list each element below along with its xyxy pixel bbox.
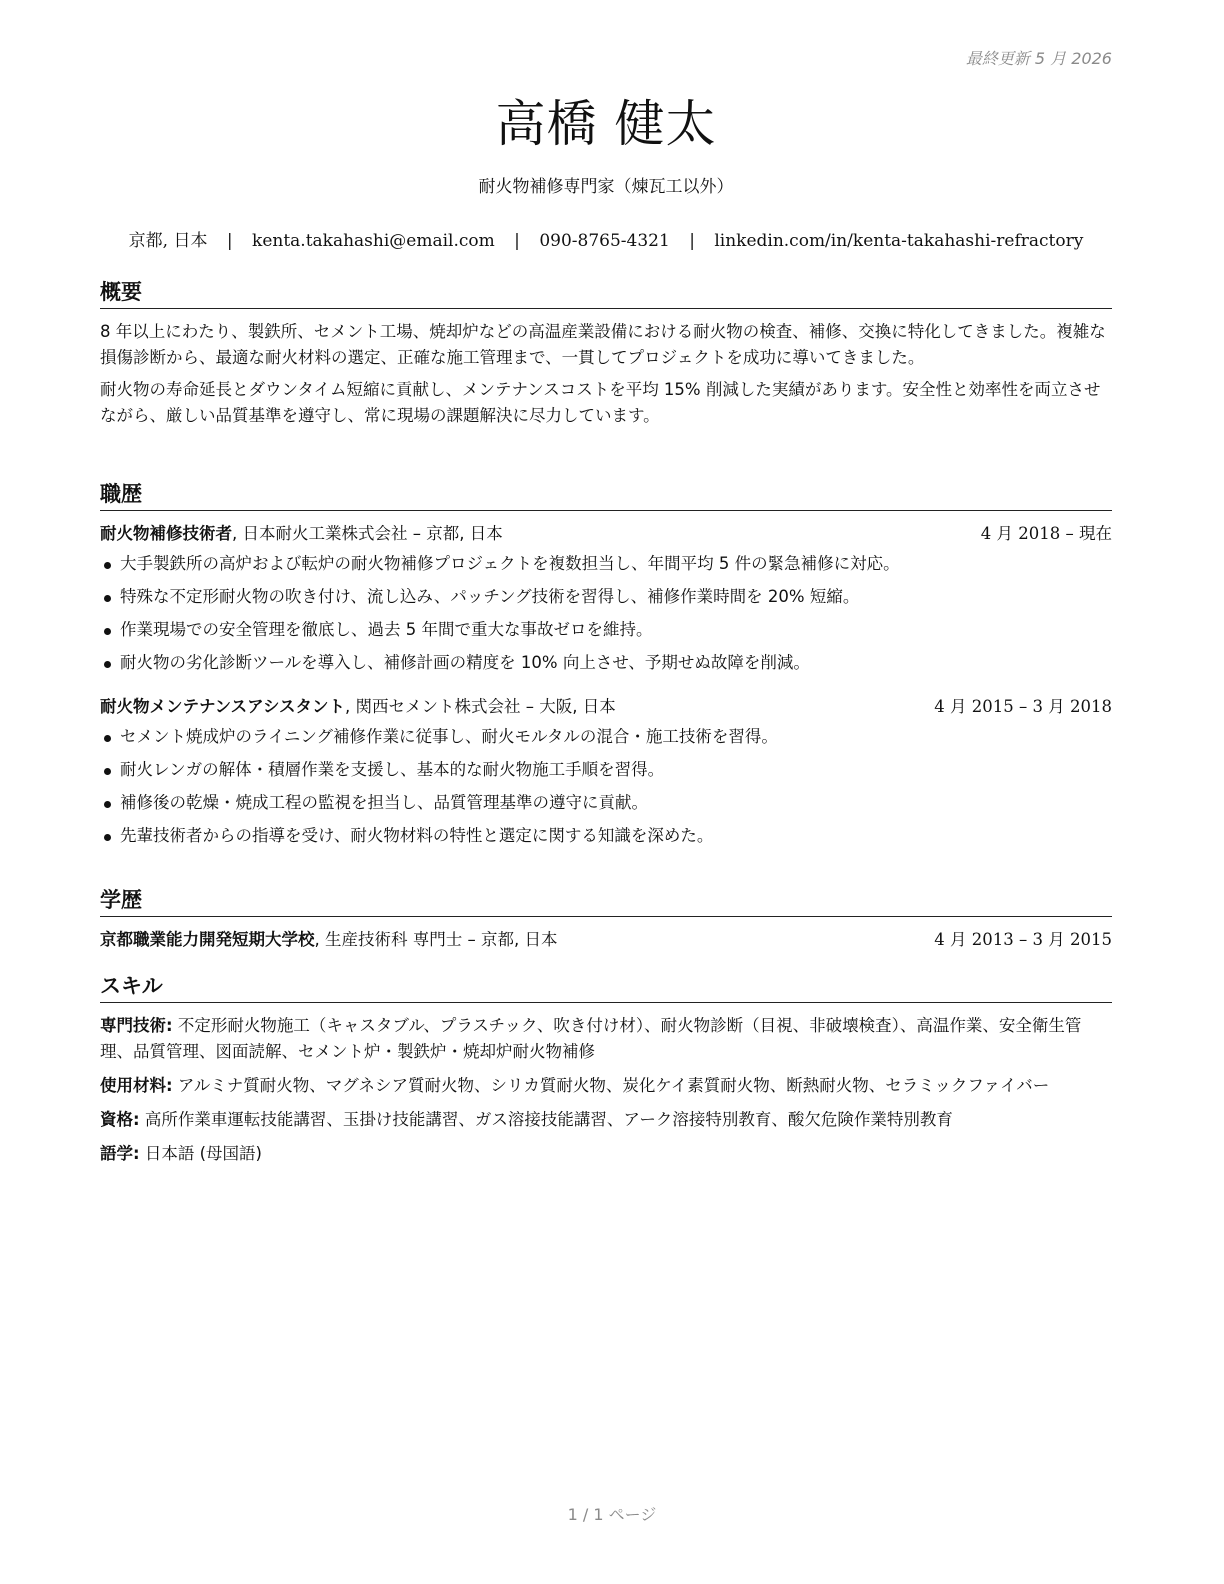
job-bullet: 特殊な不定形耐火物の吹き付け、流し込み、パッチング技術を習得し、補修作業時間を 20% 短縮。 bbox=[100, 584, 1112, 610]
skill-label: 使用材料: bbox=[100, 1076, 173, 1095]
skill-item bbox=[100, 1073, 1112, 1099]
contact-email-link[interactable]: kenta.takahashi@email.com bbox=[252, 231, 495, 251]
education-date: 4 月 2013 – 3 月 2015 bbox=[934, 930, 1112, 949]
job-header bbox=[100, 694, 1112, 720]
education-detail: , 生産技術科 専門士 – 京都, 日本 bbox=[314, 930, 558, 949]
skill-item bbox=[100, 1141, 1112, 1167]
job-bullet: 先輩技術者からの指導を受け、耐火物材料の特性と選定に関する知識を深めた。 bbox=[100, 823, 1112, 849]
job-bullet: 耐火物の劣化診断ツールを導入し、補修計画の精度を 10% 向上させ、予期せぬ故障を削減。 bbox=[100, 650, 1112, 676]
skill-text: 高所作業車運転技能講習、玉掛け技能講習、ガス溶接技能講習、アーク溶接特別教育、酸欠危険作業特別教育 bbox=[139, 1110, 953, 1129]
contact-linkedin-link[interactable]: linkedin.com/in/kenta-takahashi-refractory bbox=[714, 231, 1084, 251]
skill-label: 語学: bbox=[100, 1144, 140, 1163]
job-bullet: 大手製鉄所の高炉および転炉の耐火物補修プロジェクトを複数担当し、年間平均 5 件の緊急補修に対応。 bbox=[100, 551, 1112, 577]
summary-paragraph: 耐火物の寿命延長とダウンタイム短縮に貢献し、メンテナンスコストを平均 15% 削減した実績があります。安全性と効率性を両立させながら、厳しい品質基準を遵守し、常に現場の課題解決に尽力しています。 bbox=[100, 380, 1101, 425]
skill-label: 資格: bbox=[100, 1110, 140, 1129]
job-entry bbox=[100, 521, 1112, 676]
experience-heading: 職歴 bbox=[100, 478, 1112, 511]
contact-phone[interactable]: 090-8765-4321 bbox=[539, 231, 670, 251]
job-date: 4 月 2015 – 3 月 2018 bbox=[934, 697, 1112, 716]
skills-section bbox=[100, 970, 1112, 1175]
page-number: 1 / 1 ページ bbox=[567, 1505, 657, 1524]
job-date: 4 月 2018 – 現在 bbox=[980, 524, 1112, 543]
job-entry bbox=[100, 694, 1112, 849]
job-title: 耐火物補修専門家（煉瓦工以外） bbox=[478, 177, 734, 197]
summary-paragraph: 8 年以上にわたり、製鉄所、セメント工場、焼却炉などの高温産業設備における耐火物の検査、補修、交換に特化してきました。複雑な損傷診断から、最適な耐火材料の選定、正確な施工管理まで、一貫してプロジェクトを成功に導いてきました。 bbox=[100, 322, 1106, 367]
education-entry bbox=[100, 927, 1112, 953]
job-bullet: 作業現場での安全管理を徹底し、過去 5 年間で重大な事故ゼロを維持。 bbox=[100, 617, 1112, 643]
skill-item bbox=[100, 1107, 1112, 1133]
job-org: , 関西セメント株式会社 – 大阪, 日本 bbox=[345, 697, 616, 716]
job-bullets bbox=[100, 551, 1112, 676]
contact-line bbox=[100, 226, 1112, 251]
skill-label: 専門技術: bbox=[100, 1016, 173, 1035]
job-org: , 日本耐火工業株式会社 – 京都, 日本 bbox=[232, 524, 503, 543]
contact-separator: | bbox=[514, 231, 520, 251]
candidate-name: 高橋 健太 bbox=[495, 95, 717, 153]
contact-separator: | bbox=[226, 231, 233, 251]
contact-separator: | bbox=[689, 231, 695, 251]
job-role: 耐火物メンテナンスアシスタント bbox=[100, 697, 346, 716]
contact-location: 京都, 日本 bbox=[128, 231, 208, 251]
education-school: 京都職業能力開発短期大学校 bbox=[100, 930, 315, 949]
summary-section bbox=[100, 276, 1112, 435]
skill-text: 日本語 (母国語) bbox=[139, 1144, 262, 1163]
job-bullet: 耐火レンガの解体・積層作業を支援し、基本的な耐火物施工手順を習得。 bbox=[100, 757, 1112, 783]
job-bullet: セメント焼成炉のライニング補修作業に従事し、耐火モルタルの混合・施工技術を習得。 bbox=[100, 724, 1112, 750]
summary-heading: 概要 bbox=[100, 276, 1112, 309]
job-bullets bbox=[100, 724, 1112, 849]
skill-text: アルミナ質耐火物、マグネシア質耐火物、シリカ質耐火物、炭化ケイ素質耐火物、断熱耐火物、セラミックファイバー bbox=[172, 1076, 1050, 1095]
last-updated: 最終更新 5 月 2026 bbox=[965, 49, 1112, 68]
job-role: 耐火物補修技術者 bbox=[100, 524, 232, 543]
education-heading: 学歴 bbox=[100, 884, 1112, 917]
education-section bbox=[100, 884, 1112, 953]
job-bullet: 補修後の乾燥・焼成工程の監視を担当し、品質管理基準の遵守に貢献。 bbox=[100, 790, 1112, 816]
experience-section bbox=[100, 478, 1112, 856]
skills-heading: スキル bbox=[100, 970, 1112, 1003]
skill-text: 不定形耐火物施工（キャスタブル、プラスチック、吹き付け材）、耐火物診断（目視、非破壊検査）、高温作業、安全衛生管理、品質管理、図面読解、セメント炉・製鉄炉・焼却炉耐火物補修 bbox=[100, 1016, 1082, 1061]
job-header bbox=[100, 521, 1112, 547]
skill-item bbox=[100, 1013, 1112, 1065]
resume-page bbox=[100, 0, 1112, 1584]
